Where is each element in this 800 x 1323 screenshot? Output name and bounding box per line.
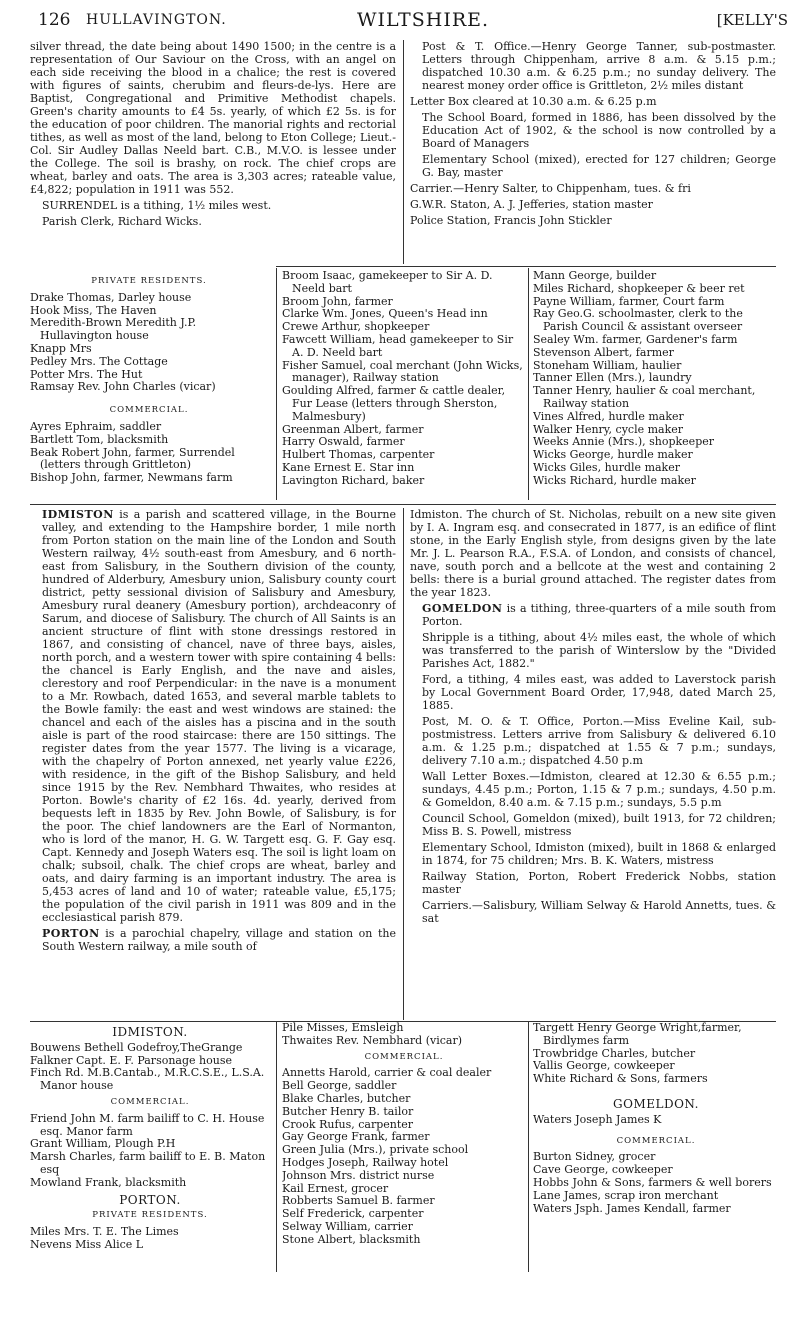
list-item: Pile Misses, Emsleigh [282,1022,404,1034]
list-item: Ayres Ephraim, saddler [30,419,162,433]
list-item: Bell George, saddler [282,1079,397,1093]
idmiston-heading: IDMISTON [42,508,114,521]
list-item: Self Frederick, carpenter [282,1207,424,1221]
list-item: Clarke Wm. Jones, Queen's Head inn [282,307,488,321]
hullavington-list-col2 [282,270,526,502]
list-item: Butcher Henry B. tailor [282,1104,414,1118]
gomeldon-intro: is a tithing, three-quarters of a mile south from Porton. [422,602,776,628]
list-item: Greenman Albert, farmer [282,422,424,436]
carriers-entry: Carriers.—Salisbury, William Selway & Harold Annetts, tues. & sat [422,899,776,925]
page-header [38,6,788,34]
hullavington-notices [410,40,776,264]
list-item: Friend John M. farm bailiff to C. H. House esq. Manor farm [30,1111,265,1138]
porton-list-heading: PORTON. [119,1192,181,1207]
idmiston-list-col1 [30,1022,270,1272]
list-item: Hook Miss, The Haven [30,303,157,317]
list-item: Burton Sidney, grocer [533,1150,656,1164]
list-item: Wicks George, hurdle maker [533,448,693,462]
list-item: Fawcett William, head gamekeeper to Sir A. D. Neeld bart [282,332,514,359]
list-item: Sealey Wm. farmer, Gardener's farm [533,332,738,346]
idmiston-list-col3 [533,1022,779,1272]
commercial-heading: COMMERCIAL. [110,1096,190,1107]
list-item: Stone Albert, blacksmith [282,1232,421,1246]
list-item: Green Julia (Mrs.), private school [282,1143,469,1157]
police-entry: Police Station, Francis John Stickler [410,214,612,227]
list-item: Hodges Joseph, Railway hotel [282,1155,449,1169]
wall-letter-boxes-entry: Wall Letter Boxes.—Idmiston, cleared at 12.30 & 6.55 p.m.; sundays, 4.45 p.m.; Porton, 1.15 & 7 p.m.; sundays, 4.50 p.m. & Gomeldon, 8.40 a.m. & 7.15 p.m.; sundays, 5.5 p.m [422,770,776,809]
shripple-entry: Shripple is a tithing, about 4½ miles east, the whole of which was transferred to the parish of Winterslow by the "Divided Parishes Act, 1882." [422,631,776,670]
list-item: Tanner Henry, haulier & coal merchant, Railway station [533,384,756,410]
list-item: Falkner Capt. E. F. Parsonage house [30,1053,232,1067]
list-item: Gay George Frank, farmer [282,1130,430,1144]
county-title: WILTSHIRE. [356,9,490,31]
list-item: Marsh Charles, farm bailiff to E. B. Maton esq [30,1150,266,1176]
gomeldon-list-heading: GOMELDON. [613,1096,699,1111]
list-item: Cave George, cowkeeper [533,1163,673,1177]
list-item: Lavington Richard, baker [282,473,425,487]
list-item: Tanner Ellen (Mrs.), laundry [533,371,692,385]
list-item: Targett Henry George Wright,farmer, Birdlymes farm [533,1022,742,1047]
idmiston-description [30,508,396,1018]
list-item: Mann George, builder [533,270,657,282]
hullavington-description [30,40,396,264]
list-item: Weeks Annie (Mrs.), shopkeeper [533,435,715,449]
column-rule [276,268,277,500]
elementary-school-entry: Elementary School, Idmiston (mixed), built in 1868 & enlarged in 1874, for 75 children; Mrs. B. K. Waters, mistress [422,841,776,867]
column-rule [528,268,529,500]
list-item: Johnson Mrs. district nurse [282,1168,435,1182]
list-item: Miles Richard, shopkeeper & beer ret [533,281,745,295]
list-item: Thwaites Rev. Nembhard (vicar) [282,1033,463,1047]
column-rule [403,40,404,264]
hullavington-list-col1 [30,272,268,502]
porton-church: Idmiston. The church of St. Nicholas, rebuilt on a new site given by I. A. Ingram esq. and consecrated in 1877, is an edifice of flint stone, in the Early English style, from designs given by the late Mr. J. L. Pearson R.A., F.S.A. of London, and consists of chancel, nave, south porch and a bellcote at the west and containing 2 bells: there is a burial ground attached. The register dates from the year 1823. [410,508,776,599]
list-item: Payne William, farmer, Court farm [533,294,725,308]
porton-heading: PORTON [42,927,100,940]
commercial-heading: COMMERCIAL. [364,1051,444,1062]
list-item: Bartlett Tom, blacksmith [30,432,169,446]
list-item: Beak Robert John, farmer, Surrendel (letters through Grittleton) [30,445,235,472]
ford-entry: Ford, a tithing, 4 miles east, was added to Laverstock parish by Local Government Board Order, 17,948, dated March 25, 1885. [422,673,776,712]
list-item: Robberts Samuel B. farmer [282,1194,435,1208]
list-item: Hobbs John & Sons, farmers & well borers [533,1175,772,1189]
gomeldon-heading: GOMELDON [422,602,503,615]
list-item: Broom John, farmer [282,294,393,308]
list-item: Vallis George, cowkeeper [533,1059,675,1073]
list-item: Fisher Samuel, coal merchant (John Wicks, manager), Railway station [282,358,523,385]
list-item: Waters Joseph James K [533,1112,662,1126]
letter-box-entry: Letter Box cleared at 10.30 a.m. & 6.25 p.m [410,95,657,108]
column-rule [276,1022,277,1272]
list-item: Selway William, carrier [282,1219,413,1233]
idmiston-intro: is a parish and scattered village, in the Bourne valley, and extending to the Hampshire border, 1 mile north from Porton station on the main line of the London and South Western railway, 4½ south-east from Amesbury, and 6 north-east from Salisbury, in the Southern division of the county, hundred of Alderbury, Amesbury union, Salisbury county court district, petty sessional division of Salisbury and Amesbury, Amesbury rural deanery (Amesbury portion), archdeaconry of Sarum, and diocese of Salisbury. The church of All Saints is an ancient structure of flint with stone dressings restored in 1867, and consisting of chancel, nave of three bays, aisles, north porch, and a western tower with spire containing 4 bells: the chancel is Early English, and the nave and aisles, clerestory and roof Perpendicular: in the nave is a monument to a Mr. Rowbach, dated 1653, and several marble tablets to the Bowle family: the east and west windows are stained: the chancel and each of the aisles has a piscina and in the south aisle is part of the rood staircase: there are 150 sittings. The register dates from the year 1577. The living is a vicarage, with the chapelry of Porton annexed, net yearly value £226, with residence, in the gift of the Bishop Salisbury, and held since 1915 by the Rev. Nembhard Thwaites, who resides at Porton. Bowle's charity of £2 16s. 4d. yearly, derived from bequests left in 1835 by Rev. John Bowle, of Salisbury, is for the poor. The chief landowners are the Earl of Normanton, who is lord of the manor, H. G. W. Targett esq. G. F. Gay esq. Capt. Kennedy and Joseph Waters esq. The soil is light loam on chalk; subsoil, chalk. The chief crops are wheat, barley and oats, and dairy farming is an important industry. The area is 5,453 acres of land and 10 of water; rateable value, £5,175; the population of the civil parish in 1911 was 809 and in the ecclesiastical parish 879. [42,508,396,924]
list-item: Mowland Frank, blacksmith [30,1175,187,1189]
idmiston-notices [410,508,776,1020]
porton-intro: is a parochial chapelry, village and station on the South Western railway, a mile south of [42,927,396,953]
railway-entry: G.W.R. Staton, A. J. Jefferies, station master [410,198,653,211]
list-item: Knapp Mrs [30,341,92,355]
list-item: Lane James, scrap iron merchant [533,1188,719,1202]
list-item: Stoneham William, haulier [533,358,682,372]
list-item: Goulding Alfred, farmer & cattle dealer, Fur Lease (letters through Sherston, Malmesbury) [282,384,506,423]
commercial-heading: COMMERCIAL. [109,405,189,416]
list-item: Finch Rd. M.B.Cantab., M.R.C.S.E., L.S.A. Manor house [30,1066,265,1093]
idmiston-list-col2 [282,1022,526,1272]
list-item: Miles Mrs. T. E. The Limes [30,1225,179,1239]
list-item: Walker Henry, cycle maker [533,422,684,436]
private-residents-heading: PRIVATE RESIDENTS. [92,1210,208,1221]
railway-entry: Railway Station, Porton, Robert Frederick Nobbs, station master [422,870,776,896]
list-item: Kane Ernest E. Star inn [282,460,415,474]
list-item: Crewe Arthur, shopkeeper [282,320,430,334]
list-item: Crook Rufus, carpenter [282,1117,414,1131]
column-rule [528,1022,529,1272]
list-item: Vines Alfred, hurdle maker [533,409,684,423]
column-rule [403,508,404,1020]
private-residents-heading: PRIVATE RESIDENTS. [91,276,207,286]
list-item: Potter Mrs. The Hut [30,367,143,381]
list-item: Waters Jsph. James Kendall, farmer [533,1201,731,1215]
surrendel-entry: SURRENDEL is a tithing, 1½ miles west. [42,199,272,212]
list-item: Pedley Mrs. The Cottage [30,354,168,368]
section-rule [30,504,776,505]
idmiston-list-heading: IDMISTON. [112,1025,188,1039]
list-item: Broom Isaac, gamekeeper to Sir A. D. Neeld bart [282,270,493,295]
list-item: Hulbert Thomas, carpenter [282,448,435,462]
list-item: Ramsay Rev. John Charles (vicar) [30,380,216,394]
page-number: 126 [38,10,71,30]
hullavington-list-col3 [533,270,779,502]
list-item: Bishop John, farmer, Newmans farm [30,471,233,485]
publisher-mark: [KELLY'S [716,11,788,29]
post-office-entry: Post, M. O. & T. Office, Porton.—Miss Eveline Kail, sub-postmistress. Letters arrive from Salisbury & delivered 6.10 a.m. & 1.25 p.m.; dispatched at 1.55 & 7 p.m.; sundays, delivery 7.10 a.m.; dispatched 4.50 p.m [422,715,776,767]
list-item: Drake Thomas, Darley house [30,290,192,304]
commercial-heading: COMMERCIAL. [616,1135,696,1146]
list-item: Kail Ernest, grocer [282,1181,389,1195]
list-item: Annetts Harold, carrier & coal dealer [282,1066,492,1080]
carrier-entry: Carrier.—Henry Salter, to Chippenham, tues. & fri [410,182,691,195]
hullavington-intro: silver thread, the date being about 1490 1500; in the centre is a representation of Our Saviour on the Cross, with an angel on each side receiving the blood in a chalice; the rest is covered with figures of saints, cherubim and fleurs-de-lys. Here are Baptist, Congregational and Primitive Methodist chapels. Green's charity amounts to £4 5s. yearly, of which £2 5s. is for the education of poor children. The manorial rights and rectorial tithes, as well as most of the land, belong to Eton College; Lieut.-Col. Sir Audley Dallas Neeld bart. C.B., M.V.O. is lessee under the College. The soil is brashy, on rock. The chief crops are wheat, barley and oats. The area is 3,303 acres; rateable value, £4,822; population in 1911 was 552. [30,40,396,196]
list-item: Wicks Giles, hurdle maker [533,460,680,474]
list-item: Meredith-Brown Meredith J.P. Hullavington house [30,316,197,343]
running-place-name: HULLAVINGTON. [86,12,227,28]
post-office-entry: Post & T. Office.—Henry George Tanner, sub-postmaster. Letters through Chippenham, arrive 8 a.m. & 5.15 p.m.; dispatched 10.30 a.m. & 6.25 p.m.; no sunday delivery. The nearest money order office is Grittleton, 2½ miles distant [422,40,776,92]
elementary-school-entry: Elementary School (mixed), erected for 127 children; George G. Bay, master [422,153,776,179]
list-item: Grant William, Plough P.H [30,1137,176,1151]
list-item: Wicks Richard, hurdle maker [533,473,696,487]
list-item: Blake Charles, butcher [282,1091,411,1105]
list-item: Trowbridge Charles, butcher [533,1046,696,1060]
school-board-entry: The School Board, formed in 1886, has been dissolved by the Education Act of 1902, & the school is now controlled by a Board of Managers [422,111,776,150]
list-item: Stevenson Albert, farmer [533,345,674,359]
list-item: Ray Geo.G. schoolmaster, clerk to the Parish Council & assistant overseer [533,307,743,334]
list-item: Harry Oswald, farmer [282,435,405,449]
parish-clerk: Parish Clerk, Richard Wicks. [42,215,202,228]
list-item: Nevens Miss Alice L [30,1237,144,1251]
council-school-entry: Council School, Gomeldon (mixed), built 1913, for 72 children; Miss B. S. Powell, mistress [422,812,776,838]
section-rule [276,266,776,267]
list-item: White Richard & Sons, farmers [533,1072,708,1086]
list-item: Bouwens Bethell Godefroy,TheGrange [30,1040,243,1054]
